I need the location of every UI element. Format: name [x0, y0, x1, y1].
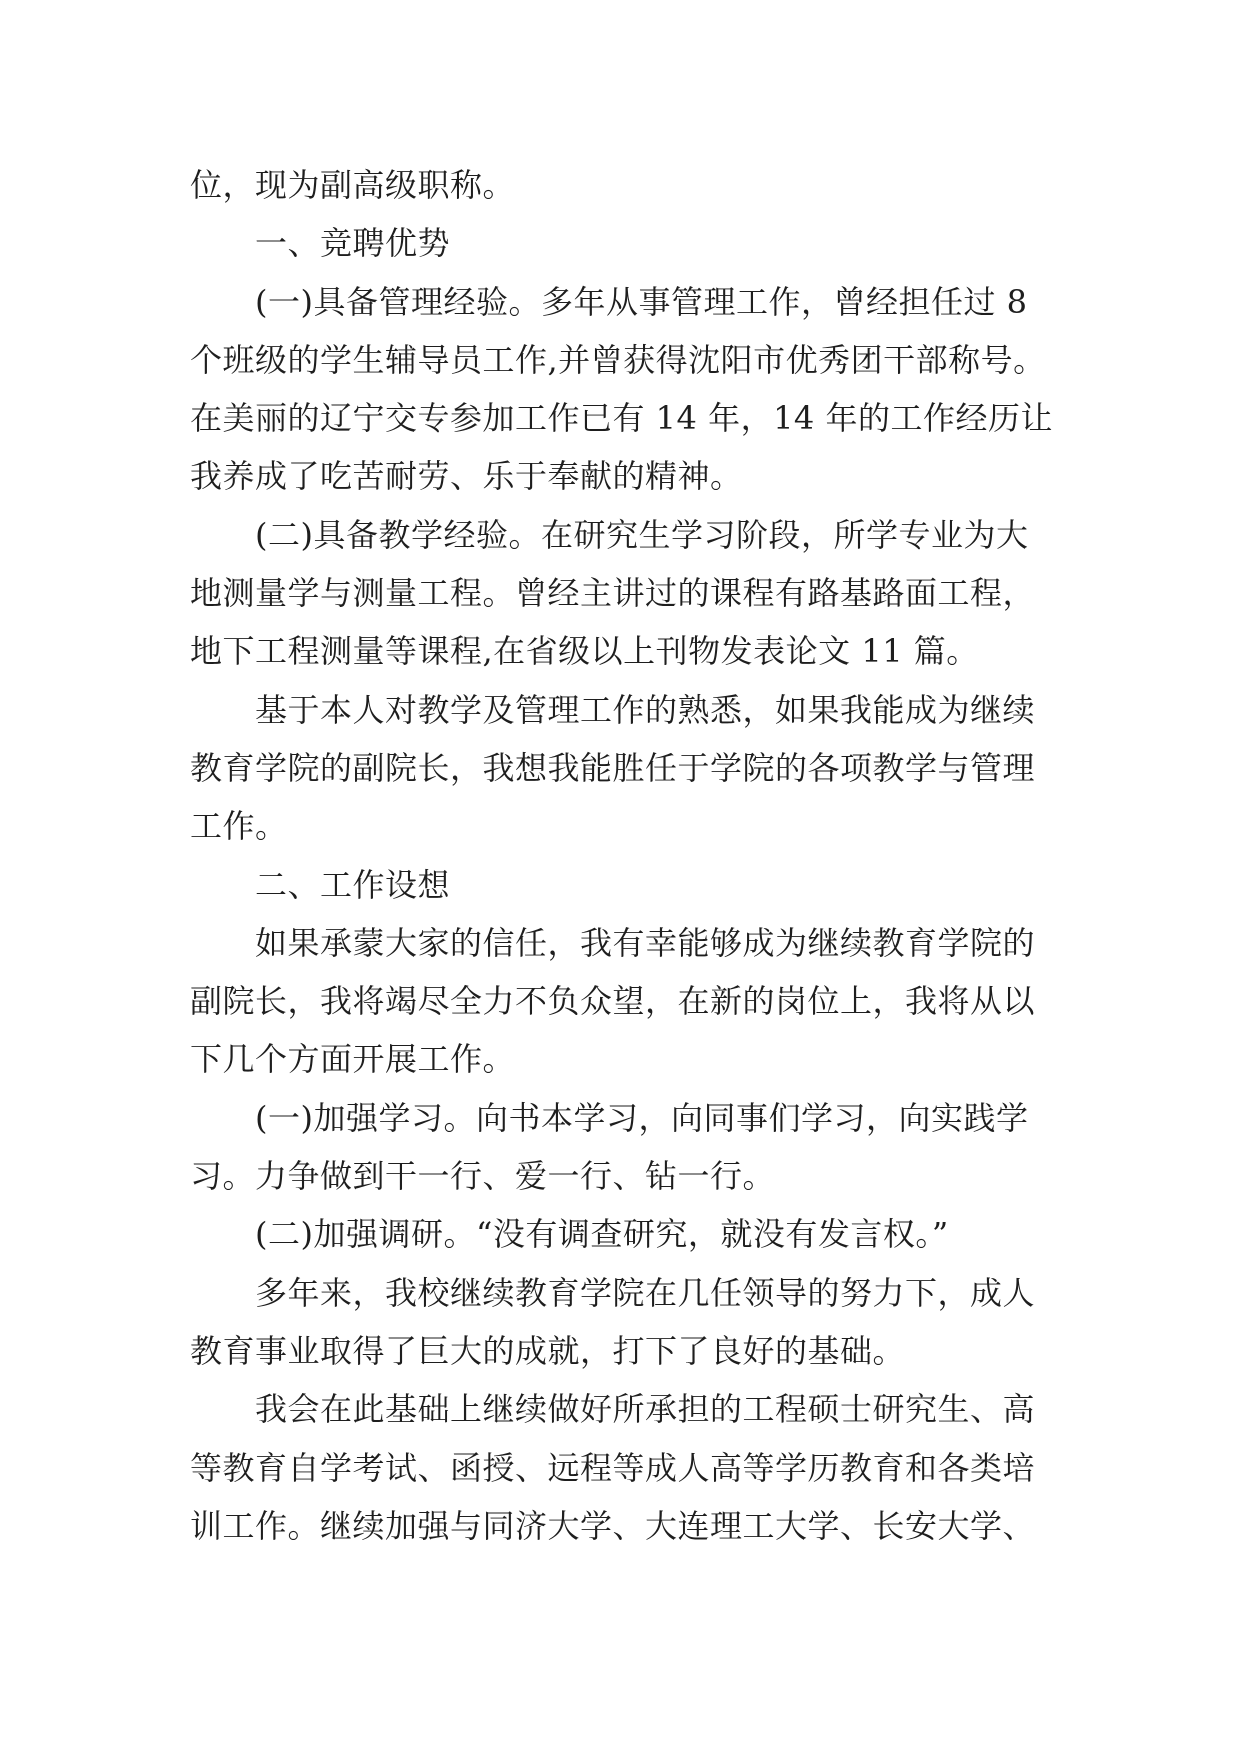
- text-line: 下几个方面开展工作。: [190, 1040, 516, 1079]
- text-line: 我会在此基础上继续做好所承担的工程硕士研究生、高: [190, 1390, 1036, 1429]
- text-line: (二)加强调研。“没有调查研究，就没有发言权。”: [190, 1215, 949, 1254]
- text-line: 地测量学与测量工程。曾经主讲过的课程有路基路面工程，: [190, 574, 1036, 613]
- text-line: 工作。: [190, 807, 288, 846]
- text-line: 训工作。继续加强与同济大学、大连理工大学、长安大学、: [190, 1506, 1036, 1545]
- text-line: 如果承蒙大家的信任，我有幸能够成为继续教育学院的: [190, 923, 1036, 962]
- text-line: 地下工程测量等课程,在省级以上刊物发表论文 11 篇。: [190, 632, 979, 671]
- text-line: 在美丽的辽宁交专参加工作已有 14 年，14 年的工作经历让: [190, 399, 1053, 438]
- text-line: (一)具备管理经验。多年从事管理工作，曾经担任过 8: [190, 282, 1028, 321]
- section-heading: 二、工作设想: [190, 865, 451, 904]
- text-line: 我养成了吃苦耐劳、乐于奉献的精神。: [190, 457, 743, 496]
- text-line: 位，现为副高级职称。: [190, 166, 516, 204]
- section-heading: 一、竞聘优势: [190, 224, 451, 263]
- text-line: (二)具备教学经验。在研究生学习阶段，所学专业为大: [190, 515, 1029, 554]
- text-line: 个班级的学生辅导员工作,并曾获得沈阳市优秀团干部称号。: [190, 340, 1046, 379]
- text-line: 副院长，我将竭尽全力不负众望，在新的岗位上，我将从以: [190, 982, 1036, 1021]
- text-line: 基于本人对教学及管理工作的熟悉，如果我能成为继续: [190, 690, 1036, 729]
- text-line: 等教育自学考试、函授、远程等成人高等学历教育和各类培: [190, 1448, 1036, 1487]
- text-line: 多年来，我校继续教育学院在几任领导的努力下，成人: [190, 1273, 1036, 1312]
- text-line: 教育学院的副院长，我想我能胜任于学院的各项教学与管理: [190, 748, 1036, 787]
- text-line: 教育事业取得了巨大的成就，打下了良好的基础。: [190, 1331, 906, 1370]
- text-line: (一)加强学习。向书本学习，向同事们学习，向实践学: [190, 1098, 1029, 1137]
- document-body: [190, 156, 1070, 1555]
- text-line: 习。力争做到干一行、爱一行、钻一行。: [190, 1157, 776, 1196]
